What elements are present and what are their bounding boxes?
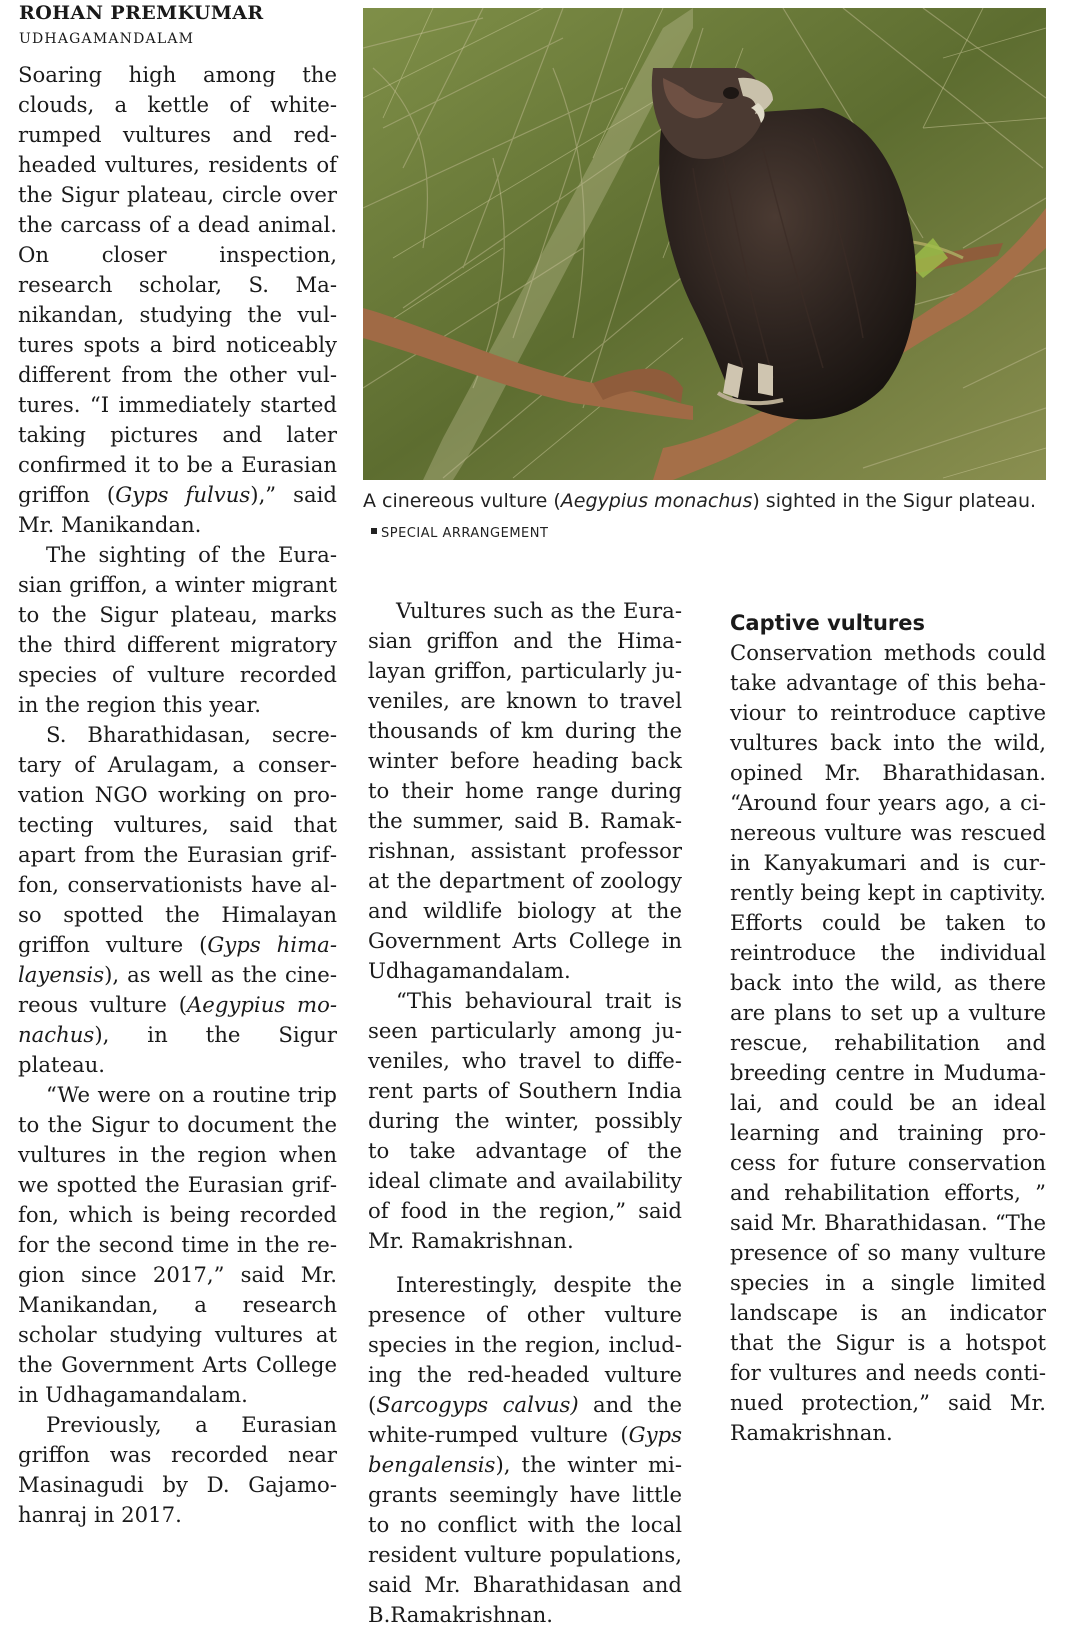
species-name: Sarcogyps calvus) [376,1392,579,1417]
paragraph-4: “We were on a routine trip to the Sigur to document the vultures in the region when we spotted the Eurasian griffon, which is being recorded for the second time in the region since 2017,” said Mr. Manikandan, a research scholar studying vultures at the Government Arts College in Udhagamandalam. [18,1082,337,1407]
species-name: Gyps bengalensis [368,1422,682,1477]
species-name: Gyps himalayensis [18,932,337,987]
photo-caption: A cinereous vulture (Aegypius monachus) sighted in the Sigur plateau.SPECIAL ARRANGEMENT [363,490,1037,541]
paragraph-gap [368,1256,682,1270]
vulture-photo [363,8,1046,480]
subheading-captive-vultures: Captive vultures [730,611,926,635]
species-name: Gyps fulvus [115,482,251,507]
article-column-3 [730,596,1046,1448]
byline-location: UDHAGAMANDALAM [19,31,195,47]
article-column-2 [368,596,682,1630]
paragraph-1: Soaring high among the clouds, a kettle of whiterumped vultures and redheaded vultures, residents of the Sigur plateau, circle over the carcass of a dead animal. On closer inspection, research scholar, S. Manikandan, studying the vultures spots a bird noticeably different from the other vultures. “I immediately started taking pictures and later confirmed it to be a Eurasian griffon (Gyps fulvus),” said Mr. Manikandan. [18,62,337,537]
credit-marker [371,528,377,534]
caption-species: Aegypius monachus [560,490,753,512]
paragraph-6: Vultures such as the Eurasian griffon and the Himalayan griffon, particularly juveniles, are known to travel thousands of km during the winter before heading back to their home range during the summer, said B. Ramakrishnan, assistant professor at the department of zoology and wildlife biology at the Government Arts College in Udhagamandalam. [368,598,682,983]
article-column-1 [18,60,337,1530]
paragraph-3: S. Bharathidasan, secretary of Arulagam, a conservation NGO working on protecting vultures, said that apart from the Eurasian griffon, conservationists have also spotted the Himalayan griffon vulture (Gyps himalayensis), as well as the cinereous vulture (Aegypius monachus), in the Sigur plateau. [18,722,338,1077]
paragraph-5: Previously, a Eurasian griffon was recorded near Masinagudi by D. Gajamohanraj in 2017. [18,1412,337,1527]
paragraph-2: The sighting of the Eurasian griffon, a winter migrant to the Sigur plateau, marks the third different migratory species of vulture recorded in the region this year. [18,542,337,717]
species-name: Aegypius monachus [18,992,338,1047]
paragraph-7: “This behavioural trait is seen particularly among juveniles, who travel to different parts of Southern India during the winter, possibly to take advantage of the ideal climate and availability of food in the region,” said Mr. Ramakrishnan. [368,988,682,1253]
vulture-photo-illustration [363,8,1046,480]
paragraph-9: Conservation methods could take advantage of this behaviour to reintroduce captive vultures back into the wild, opined Mr. Bharathidasan. “Around four years ago, a cinereous vulture was rescued in Kanyakumari and is currently being kept in captivity. Efforts could be taken to reintroduce the individual back into the wild, as there are plans to set up a vulture rescue, rehabilitation and breeding centre in Mudumalai, and could be an ideal learning and training process for future conservation and rehabilitation efforts, ” said Mr. Bharathidasan. “The presence of so many vulture species in a single limited landscape is an indicator that the Sigur is a hotspot for vultures and needs continued protection,” said Mr. Ramakrishnan. [730,640,1046,1445]
photo-credit: SPECIAL ARRANGEMENT [381,526,549,541]
byline-author: ROHAN PREMKUMAR [19,2,264,24]
paragraph-8: Interestingly, despite the presence of other vulture species in the region, including the red-headed vulture (Sarcogyps calvus) and the white-rumped vulture (Gyps bengalensis), the winter migrants seemingly have little to no conflict with the local resident vulture populations, said Mr. Bharathidasan and B.Ramakrishnan. [368,1272,682,1627]
